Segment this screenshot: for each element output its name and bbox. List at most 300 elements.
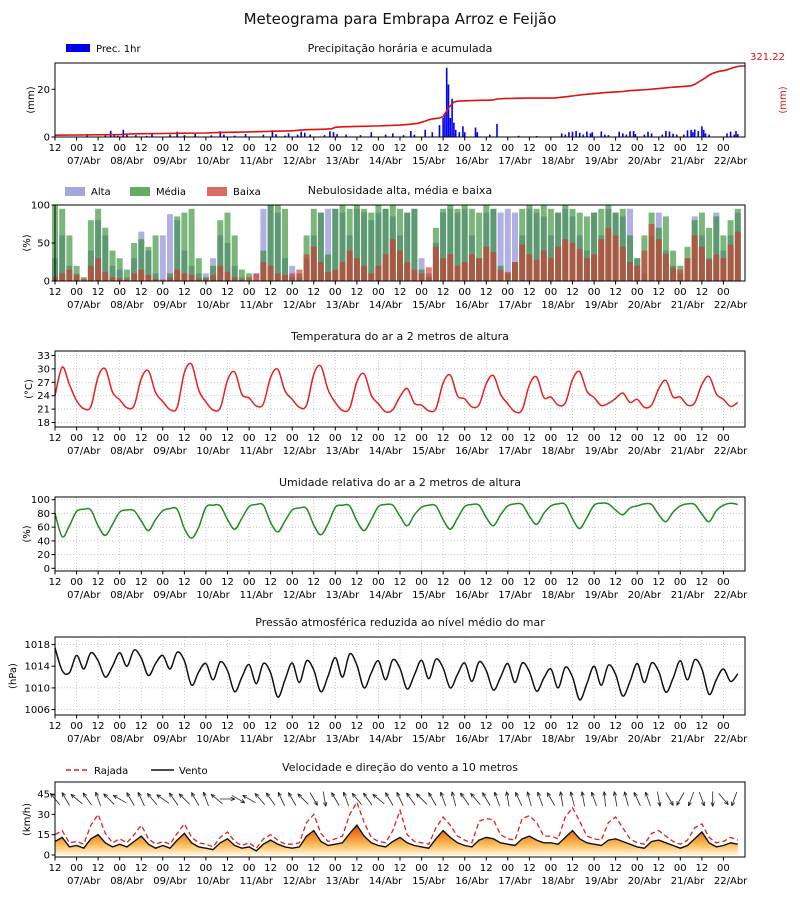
panel-title: Nebulosidade alta, média e baixa xyxy=(307,184,493,197)
x-tick-label: 12 xyxy=(436,433,450,444)
x-tick-label: 12 xyxy=(307,433,321,444)
x-tick-label: 12 xyxy=(307,721,321,732)
x-tick-label: 12 xyxy=(652,863,666,874)
x-date-label: 08/Abr xyxy=(110,446,144,457)
svg-text:Prec. 1hr: Prec. 1hr xyxy=(96,44,141,55)
x-tick-label: 12 xyxy=(264,577,277,588)
x-date-label: 11/Abr xyxy=(239,590,274,601)
y-axis-label: (mm) xyxy=(26,86,37,114)
x-tick-label: 12 xyxy=(566,721,579,732)
y-tick-label: 1018 xyxy=(24,640,50,652)
x-date-label: 16/Abr xyxy=(455,590,489,601)
x-tick-label: 00 xyxy=(630,863,644,874)
x-date-label: 10/Abr xyxy=(196,734,230,745)
x-tick-label: 00 xyxy=(544,143,558,154)
x-tick-label: 00 xyxy=(544,721,558,732)
x-date-label: 20/Abr xyxy=(627,446,662,457)
x-tick-label: 00 xyxy=(285,287,299,298)
y-tick-label: 0 xyxy=(43,132,50,144)
svg-text:Média: Média xyxy=(156,187,187,198)
x-tick-label: 00 xyxy=(587,287,601,298)
x-tick-label: 12 xyxy=(91,433,105,444)
x-tick-label: 00 xyxy=(673,143,687,154)
x-tick-label: 12 xyxy=(695,863,709,874)
x-tick-label: 12 xyxy=(566,287,579,298)
x-tick-label: 12 xyxy=(393,721,407,732)
x-date-label: 09/Abr xyxy=(153,734,187,745)
x-date-label: 21/Abr xyxy=(670,446,705,457)
x-tick-label: 00 xyxy=(717,287,730,298)
x-tick-label: 12 xyxy=(221,577,234,588)
x-tick-label: 12 xyxy=(221,287,234,298)
x-tick-label: 12 xyxy=(48,287,62,298)
x-tick-label: 12 xyxy=(695,143,709,154)
x-date-label: 12/Abr xyxy=(282,156,317,167)
x-date-label: 22/Abr xyxy=(713,446,748,457)
x-date-label: 13/Abr xyxy=(325,446,360,457)
x-date-label: 21/Abr xyxy=(670,300,705,311)
x-tick-label: 12 xyxy=(264,433,277,444)
x-tick-label: 00 xyxy=(630,433,644,444)
panel-wind xyxy=(22,761,748,887)
x-date-label: 10/Abr xyxy=(196,446,230,457)
x-tick-label: 00 xyxy=(717,433,730,444)
panel-title: Velocidade e direção do vento a 10 metros xyxy=(282,761,518,774)
x-tick-label: 12 xyxy=(350,287,364,298)
x-tick-label: 00 xyxy=(501,863,515,874)
x-tick-label: 00 xyxy=(199,287,213,298)
x-date-label: 09/Abr xyxy=(153,156,187,167)
x-tick-label: 12 xyxy=(393,287,407,298)
x-tick-label: 12 xyxy=(350,143,364,154)
x-date-label: 07/Abr xyxy=(67,300,101,311)
x-tick-label: 00 xyxy=(544,287,558,298)
x-date-label: 15/Abr xyxy=(412,876,446,887)
x-tick-label: 12 xyxy=(695,721,709,732)
legend-wind xyxy=(66,766,208,777)
x-tick-label: 12 xyxy=(134,577,148,588)
x-tick-label: 00 xyxy=(458,577,472,588)
x-tick-label: 12 xyxy=(523,143,536,154)
x-date-label: 10/Abr xyxy=(196,156,230,167)
y-axis-label: (%) xyxy=(22,234,33,252)
y-tick-label: 15 xyxy=(37,830,50,842)
x-tick-label: 00 xyxy=(199,577,213,588)
x-tick-label: 00 xyxy=(501,287,515,298)
humidity-line xyxy=(55,503,738,538)
x-tick-label: 12 xyxy=(393,863,407,874)
x-tick-label: 12 xyxy=(393,433,407,444)
y-tick-label: 80 xyxy=(37,508,50,520)
x-date-label: 18/Abr xyxy=(541,446,575,457)
x-tick-label: 12 xyxy=(48,577,62,588)
x-tick-label: 12 xyxy=(566,577,579,588)
x-tick-label: 12 xyxy=(436,863,450,874)
x-tick-label: 12 xyxy=(479,433,493,444)
x-tick-label: 00 xyxy=(717,863,730,874)
y-tick-label: 45 xyxy=(37,789,50,801)
precipitation-bars xyxy=(87,68,739,137)
x-tick-label: 00 xyxy=(328,577,342,588)
svg-text:Rajada: Rajada xyxy=(94,766,129,777)
x-tick-label: 12 xyxy=(695,433,709,444)
x-tick-label: 00 xyxy=(717,577,730,588)
x-tick-label: 12 xyxy=(350,577,364,588)
x-tick-label: 00 xyxy=(156,577,170,588)
x-tick-label: 12 xyxy=(609,433,622,444)
x-tick-label: 12 xyxy=(264,143,277,154)
x-tick-label: 00 xyxy=(156,143,170,154)
x-date-label: 14/Abr xyxy=(368,734,403,745)
x-tick-label: 00 xyxy=(458,433,472,444)
x-tick-label: 00 xyxy=(458,721,472,732)
panel-title: Temperatura do ar a 2 metros de altura xyxy=(291,330,509,343)
x-date-label: 08/Abr xyxy=(110,590,144,601)
y-tick-label: 40 xyxy=(37,536,50,548)
chart-title: Meteograma para Embrapa Arroz e Feijão xyxy=(243,10,557,28)
x-date-label: 16/Abr xyxy=(455,446,489,457)
x-date-label: 08/Abr xyxy=(110,734,144,745)
y-tick-label: 27 xyxy=(37,377,50,389)
x-date-label: 20/Abr xyxy=(627,876,662,887)
panel-title: Pressão atmosférica reduzida ao nível médio do mar xyxy=(255,616,545,629)
legend-cloudiness xyxy=(65,186,261,198)
y-tick-label: 100 xyxy=(30,495,50,507)
x-tick-label: 00 xyxy=(630,721,644,732)
x-tick-label: 00 xyxy=(242,577,256,588)
x-date-label: 14/Abr xyxy=(368,300,403,311)
y-tick-label: 21 xyxy=(37,404,50,416)
y-tick-label: 1014 xyxy=(24,661,50,673)
x-tick-label: 00 xyxy=(372,863,385,874)
accumulated-precipitation-line xyxy=(55,66,745,135)
x-date-label: 21/Abr xyxy=(670,590,705,601)
y-tick-label: 24 xyxy=(37,391,50,403)
x-date-label: 22/Abr xyxy=(713,876,748,887)
x-tick-label: 12 xyxy=(221,721,234,732)
x-tick-label: 00 xyxy=(242,721,256,732)
right-axis-label: (mm) xyxy=(778,86,789,114)
x-date-label: 09/Abr xyxy=(153,446,187,457)
x-tick-label: 00 xyxy=(673,433,687,444)
y-tick-label: 1010 xyxy=(24,683,50,695)
x-tick-label: 00 xyxy=(501,721,515,732)
x-date-label: 07/Abr xyxy=(67,876,101,887)
x-tick-label: 00 xyxy=(372,287,385,298)
x-tick-label: 00 xyxy=(285,433,299,444)
accumulated-total-value: 321.22 xyxy=(750,52,785,63)
x-tick-label: 00 xyxy=(328,863,342,874)
x-date-label: 13/Abr xyxy=(325,156,360,167)
x-date-label: 15/Abr xyxy=(412,590,446,601)
x-tick-label: 12 xyxy=(350,433,364,444)
x-tick-label: 00 xyxy=(328,143,342,154)
panel-precipitation xyxy=(26,42,789,167)
x-date-label: 12/Abr xyxy=(282,300,317,311)
x-date-label: 19/Abr xyxy=(584,590,619,601)
x-tick-label: 00 xyxy=(458,287,472,298)
x-tick-label: 00 xyxy=(630,287,644,298)
x-date-label: 15/Abr xyxy=(412,156,446,167)
x-tick-label: 12 xyxy=(307,577,321,588)
gridlines xyxy=(55,351,745,427)
x-date-label: 11/Abr xyxy=(239,734,274,745)
x-date-label: 11/Abr xyxy=(239,156,274,167)
x-tick-label: 00 xyxy=(372,721,385,732)
x-date-label: 09/Abr xyxy=(153,876,187,887)
y-tick-label: 20 xyxy=(37,84,50,96)
y-tick-label: 33 xyxy=(37,351,50,362)
x-date-label: 22/Abr xyxy=(713,590,748,601)
x-tick-label: 12 xyxy=(393,577,407,588)
x-date-label: 12/Abr xyxy=(282,876,317,887)
x-tick-label: 12 xyxy=(350,721,364,732)
x-date-label: 15/Abr xyxy=(412,734,446,745)
x-tick-label: 00 xyxy=(285,143,299,154)
x-tick-label: 12 xyxy=(91,143,105,154)
x-date-label: 14/Abr xyxy=(368,156,403,167)
x-tick-label: 00 xyxy=(415,143,428,154)
x-date-label: 10/Abr xyxy=(196,300,230,311)
y-tick-label: 1006 xyxy=(24,705,50,717)
x-tick-label: 00 xyxy=(113,721,127,732)
x-tick-label: 12 xyxy=(479,143,493,154)
x-date-label: 20/Abr xyxy=(627,734,662,745)
x-tick-label: 12 xyxy=(350,863,364,874)
x-tick-label: 12 xyxy=(652,143,666,154)
x-tick-label: 00 xyxy=(415,721,428,732)
x-tick-label: 00 xyxy=(199,721,213,732)
x-date-label: 13/Abr xyxy=(325,734,360,745)
temperature-line xyxy=(55,363,738,412)
x-date-label: 17/Abr xyxy=(498,300,532,311)
panel-cloudiness xyxy=(22,184,748,311)
x-tick-label: 00 xyxy=(70,287,83,298)
x-date-label: 17/Abr xyxy=(498,156,532,167)
x-tick-label: 00 xyxy=(328,721,342,732)
x-tick-label: 00 xyxy=(70,433,83,444)
x-tick-label: 12 xyxy=(178,863,191,874)
x-date-label: 19/Abr xyxy=(584,734,619,745)
y-tick-label: 60 xyxy=(37,522,50,534)
x-tick-label: 00 xyxy=(587,143,601,154)
x-date-label: 09/Abr xyxy=(153,590,187,601)
x-tick-label: 00 xyxy=(673,287,687,298)
y-tick-label: 0 xyxy=(43,850,50,862)
x-tick-label: 00 xyxy=(372,143,385,154)
x-date-label: 07/Abr xyxy=(67,590,101,601)
x-tick-label: 00 xyxy=(285,577,299,588)
x-date-label: 13/Abr xyxy=(325,876,360,887)
x-tick-label: 00 xyxy=(458,143,472,154)
x-tick-label: 00 xyxy=(113,143,127,154)
x-tick-label: 00 xyxy=(415,287,428,298)
x-tick-label: 00 xyxy=(544,577,558,588)
x-tick-label: 00 xyxy=(242,433,256,444)
x-tick-label: 12 xyxy=(307,143,321,154)
y-axis-label: (°C) xyxy=(24,379,35,399)
x-tick-label: 12 xyxy=(652,433,666,444)
x-tick-label: 12 xyxy=(609,721,622,732)
x-date-label: 18/Abr xyxy=(541,156,575,167)
panel-pressure xyxy=(8,616,748,745)
x-tick-label: 12 xyxy=(479,863,493,874)
x-tick-label: 12 xyxy=(221,143,234,154)
x-tick-label: 12 xyxy=(393,143,407,154)
x-tick-label: 00 xyxy=(415,433,428,444)
x-tick-label: 12 xyxy=(134,433,148,444)
x-date-label: 15/Abr xyxy=(412,446,446,457)
x-tick-label: 12 xyxy=(695,577,709,588)
x-tick-label: 12 xyxy=(134,863,148,874)
x-date-label: 17/Abr xyxy=(498,876,532,887)
y-tick-label: 30 xyxy=(37,364,50,376)
x-tick-label: 00 xyxy=(242,287,256,298)
panel-humidity xyxy=(22,476,748,601)
x-tick-label: 12 xyxy=(652,721,666,732)
x-tick-label: 00 xyxy=(113,433,127,444)
pressure-line xyxy=(55,648,738,700)
x-date-label: 12/Abr xyxy=(282,590,317,601)
x-date-label: 21/Abr xyxy=(670,876,705,887)
y-tick-label: 30 xyxy=(37,809,50,821)
x-date-label: 17/Abr xyxy=(498,590,532,601)
x-tick-label: 12 xyxy=(523,287,536,298)
x-tick-label: 12 xyxy=(221,433,234,444)
x-tick-label: 00 xyxy=(415,863,428,874)
x-tick-label: 12 xyxy=(91,287,105,298)
svg-text:Baixa: Baixa xyxy=(233,187,261,198)
x-date-label: 16/Abr xyxy=(455,300,489,311)
x-tick-label: 00 xyxy=(199,143,213,154)
x-tick-label: 00 xyxy=(285,863,299,874)
x-tick-label: 12 xyxy=(695,287,709,298)
x-date-label: 18/Abr xyxy=(541,590,575,601)
x-tick-label: 12 xyxy=(48,143,62,154)
x-date-label: 19/Abr xyxy=(584,156,619,167)
x-tick-label: 12 xyxy=(523,577,536,588)
x-date-label: 12/Abr xyxy=(282,734,317,745)
x-tick-label: 12 xyxy=(48,433,62,444)
svg-text:Alta: Alta xyxy=(91,187,111,198)
x-tick-label: 12 xyxy=(566,143,579,154)
x-tick-label: 00 xyxy=(242,143,256,154)
x-tick-label: 12 xyxy=(178,287,191,298)
x-tick-label: 00 xyxy=(113,287,127,298)
x-tick-label: 12 xyxy=(436,721,450,732)
x-date-label: 14/Abr xyxy=(368,876,403,887)
x-tick-label: 00 xyxy=(70,577,83,588)
x-tick-label: 12 xyxy=(134,143,148,154)
x-tick-label: 12 xyxy=(436,287,450,298)
x-tick-label: 12 xyxy=(307,287,321,298)
x-tick-label: 12 xyxy=(91,721,105,732)
x-date-label: 16/Abr xyxy=(455,876,489,887)
x-tick-label: 00 xyxy=(673,577,687,588)
x-tick-label: 12 xyxy=(609,287,622,298)
x-date-label: 09/Abr xyxy=(153,300,187,311)
axes-frame xyxy=(55,351,745,427)
x-date-label: 20/Abr xyxy=(627,590,662,601)
x-tick-label: 00 xyxy=(587,721,601,732)
x-date-label: 14/Abr xyxy=(368,446,403,457)
x-tick-label: 00 xyxy=(587,433,601,444)
x-tick-label: 00 xyxy=(630,577,644,588)
x-date-label: 22/Abr xyxy=(713,300,748,311)
x-date-label: 10/Abr xyxy=(196,590,230,601)
x-tick-label: 00 xyxy=(156,863,170,874)
x-tick-label: 00 xyxy=(70,143,83,154)
x-date-label: 21/Abr xyxy=(670,156,705,167)
x-tick-label: 12 xyxy=(523,433,536,444)
svg-text:Vento: Vento xyxy=(179,766,208,777)
x-tick-label: 00 xyxy=(544,863,558,874)
x-tick-label: 12 xyxy=(479,577,493,588)
x-date-label: 11/Abr xyxy=(239,876,274,887)
x-date-label: 08/Abr xyxy=(110,876,144,887)
x-date-label: 18/Abr xyxy=(541,876,575,887)
x-tick-label: 00 xyxy=(156,721,170,732)
x-tick-label: 12 xyxy=(178,143,191,154)
panel-title: Umidade relativa do ar a 2 metros de altura xyxy=(278,476,522,489)
x-tick-label: 12 xyxy=(436,577,450,588)
x-tick-label: 12 xyxy=(178,577,191,588)
x-date-label: 21/Abr xyxy=(670,734,705,745)
x-tick-label: 00 xyxy=(285,721,299,732)
wind-direction-arrows xyxy=(50,792,737,807)
x-tick-label: 00 xyxy=(673,721,687,732)
x-tick-label: 12 xyxy=(652,287,666,298)
x-tick-label: 12 xyxy=(48,721,62,732)
x-date-label: 16/Abr xyxy=(455,156,489,167)
x-tick-label: 12 xyxy=(91,577,105,588)
x-tick-label: 00 xyxy=(673,863,687,874)
x-tick-label: 00 xyxy=(199,433,213,444)
x-tick-label: 12 xyxy=(479,287,493,298)
x-date-label: 10/Abr xyxy=(196,876,230,887)
x-tick-label: 00 xyxy=(199,863,213,874)
x-date-label: 13/Abr xyxy=(325,300,360,311)
x-tick-label: 12 xyxy=(436,143,450,154)
x-date-label: 19/Abr xyxy=(584,446,619,457)
x-tick-label: 00 xyxy=(70,863,83,874)
x-date-label: 20/Abr xyxy=(627,156,662,167)
x-date-label: 07/Abr xyxy=(67,156,101,167)
x-tick-label: 12 xyxy=(523,721,536,732)
x-date-label: 11/Abr xyxy=(239,300,274,311)
x-date-label: 11/Abr xyxy=(239,446,274,457)
x-tick-label: 12 xyxy=(178,721,191,732)
x-date-label: 18/Abr xyxy=(541,734,575,745)
x-tick-label: 00 xyxy=(70,721,83,732)
x-date-label: 22/Abr xyxy=(713,156,748,167)
x-tick-label: 00 xyxy=(113,863,127,874)
panel-temperature xyxy=(24,330,748,457)
y-tick-label: 18 xyxy=(37,418,50,429)
x-date-label: 08/Abr xyxy=(110,156,144,167)
x-tick-label: 12 xyxy=(566,863,579,874)
panel-title: Precipitação horária e acumulada xyxy=(307,42,493,55)
gridlines xyxy=(55,497,745,571)
x-date-label: 14/Abr xyxy=(368,590,403,601)
x-tick-label: 00 xyxy=(113,577,127,588)
x-date-label: 18/Abr xyxy=(541,300,575,311)
x-date-label: 08/Abr xyxy=(110,300,144,311)
x-tick-label: 00 xyxy=(630,143,644,154)
x-tick-label: 00 xyxy=(501,143,515,154)
x-tick-label: 12 xyxy=(91,863,105,874)
y-axis-label: (hPa) xyxy=(8,663,19,689)
